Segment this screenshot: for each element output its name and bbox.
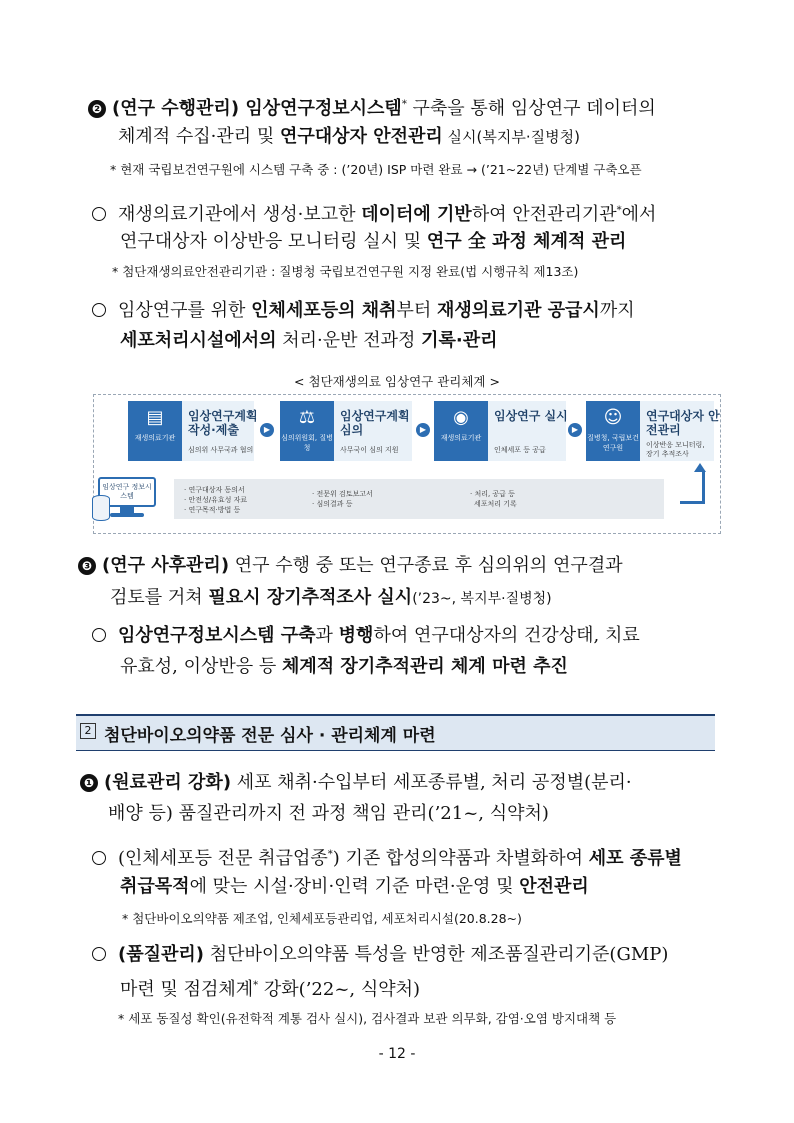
sub1-line1d: 에서 [621, 204, 657, 225]
band-col-2: · 전문위 검토보고서 · 심의결과 등 [312, 490, 373, 508]
item3-line2b: 필요시 장기추적조사 실시 [208, 587, 413, 608]
system-label: 임상연구 정보시스템 [98, 477, 156, 507]
database-monitor-icon [98, 477, 160, 525]
item3-marker: ❸ [78, 557, 96, 575]
sub5-line2b: 강화(’22~, 식약처) [258, 979, 421, 1000]
sub5-line1a: (품질관리) [118, 944, 205, 965]
committee-icon: ⚖ 심의위원회, 질병청 [280, 401, 334, 461]
sub5-line1b: 첨단바이오의약품 특성을 반영한 제조품질관리기준(GMP) [204, 944, 669, 965]
document-icon: ▤ 재생의료기관 [128, 401, 182, 461]
sub5-line2 [120, 973, 420, 1003]
band-col-3: · 처리, 공급 등 세포처리 기록 [470, 490, 517, 508]
sub1-line1c: 하여 안전관리기관 [471, 204, 617, 225]
sub2-line2b: 처리·운반 전과정 [276, 330, 422, 351]
section-header [76, 714, 715, 751]
circle-bullet-4 [92, 851, 106, 865]
item4-line1a: (원료관리 강화) [104, 772, 232, 793]
sub3-line1d: 하여 연구대상자의 건강상태, 치료 [373, 625, 640, 646]
sub2-line1c: 부터 [396, 300, 438, 321]
sub2-line1b: 인체세포등의 채취 [251, 300, 397, 321]
diagram-caption: < 첨단재생의료 임상연구 관리체계 > [294, 374, 500, 389]
item2-line2 [118, 124, 580, 150]
card-1-title: 임상연구계획 작성·제출 [188, 409, 258, 437]
sub1-line2 [120, 229, 626, 255]
item4-line2: 배양 등) 품질관리까지 전 과정 책임 관리(’21~, 식약처) [108, 803, 549, 824]
section-number: 2 [80, 723, 96, 739]
sub1-line1b: 데이터에 기반 [361, 204, 472, 225]
page-number: - 12 - [378, 1046, 416, 1062]
sub4-line1c: 세포 종류별 [588, 848, 682, 869]
item2-marker: ❷ [88, 100, 106, 118]
card-2-sub: 사무국이 심의 지원 [340, 446, 399, 454]
sub2-line1 [92, 298, 635, 324]
sub1-line2a: 연구대상자 이상반응 모니터링 실시 및 [120, 231, 427, 252]
item2-line2b: 연구대상자 안전관리 [280, 126, 443, 147]
circle-bullet-3 [92, 628, 106, 642]
diagram-card-1 [128, 401, 258, 461]
sub4-line2a: 취급목적 [120, 876, 190, 897]
card-2-title: 임상연구계획 심의 [340, 409, 410, 437]
item3-line1 [78, 553, 623, 579]
sub5-line2a: 마련 및 점검체계 [120, 979, 254, 1000]
sub3-line2a: 유효성, 이상반응 등 [120, 656, 282, 677]
sub4-line2 [120, 874, 589, 900]
card-4-sub: 이상반응 모니터링, 장기 추적조사 [646, 441, 705, 458]
sub1-line2b: 연구 全 과정 체계적 관리 [426, 231, 627, 252]
section-title: 첨단바이오의약품 전문 심사 · 관리체계 마련 [104, 726, 436, 746]
sub2-line2 [120, 328, 498, 354]
card-4-title: 연구대상자 안전관리 [646, 409, 720, 437]
item2-line2a: 체계적 수집·관리 및 [118, 126, 280, 147]
sub1-sup: * [616, 205, 622, 216]
people-icon: ☺ 질병청, 국립보건연구원 [586, 401, 640, 461]
circle-bullet-2 [92, 303, 106, 317]
diagram-card-4 [586, 401, 720, 461]
next-arrow-icon: ▶ [568, 423, 582, 437]
item3-line2c: (’23~, 복지부·질병청) [412, 591, 552, 607]
item3-line2 [110, 585, 552, 612]
sub3-line1 [92, 623, 640, 649]
band-col-1: · 연구대상자 동의서 · 안전성/유효성 자료 · 연구목적·방법 등 [184, 486, 248, 514]
sub1-line1a: 재생의료기관에서 생성·보고한 [118, 204, 362, 225]
sub4-sup: * [327, 849, 333, 860]
sub4-line1 [92, 842, 682, 872]
diagram-card-2 [280, 401, 412, 461]
note3: * 첨단바이오의약품 제조업, 인체세포등관리업, 세포처리시설(20.8.28~) [122, 911, 522, 926]
sub2-line2c: 기록·관리 [421, 330, 498, 351]
card-1-sub: 심의위 사무국과 협의 [188, 446, 254, 454]
item4-line1b: 세포 채취·수입부터 세포종류별, 처리 공정별(분리· [231, 772, 632, 793]
up-arrow-icon [694, 463, 706, 472]
card-3-sub: 인체세포 등 공급 [494, 446, 546, 454]
sub5-sup: * [253, 980, 259, 991]
diagram-card-3 [434, 401, 566, 461]
card-3-title: 임상연구 실시 [494, 409, 568, 423]
circle-bullet-5 [92, 947, 106, 961]
item2-line1 [88, 92, 656, 122]
item2-sup: * [401, 99, 407, 110]
return-arrow-line [680, 471, 705, 504]
item2-lead: (연구 수행관리) 임상연구정보시스템 [112, 98, 402, 119]
note4: * 세포 동질성 확인(유전학적 계통 검사 실시), 검사결과 보관 의무화, 감염·오염 방지대책 등 [118, 1011, 617, 1026]
sub3-line1b: 과 [315, 625, 339, 646]
sub2-line1e: 까지 [599, 300, 635, 321]
item3-line1a: (연구 사후관리) [102, 555, 230, 576]
sub2-line2a: 세포처리시설에서의 [120, 330, 277, 351]
record-band [174, 479, 664, 519]
sub4-line2c: 안전관리 [519, 876, 589, 897]
circle-bullet-1 [92, 207, 106, 221]
item4-line1 [80, 770, 632, 796]
petri-dish-icon: ◉ 재생의료기관 [434, 401, 488, 461]
note2: * 첨단재생의료안전관리기관 : 질병청 국립보건연구원 지정 완료(법 시행규칙 제13조) [112, 264, 579, 279]
sub3-line2b: 체계적 장기추적관리 체계 마련 추진 [282, 656, 568, 677]
next-arrow-icon: ▶ [260, 423, 274, 437]
sub3-line2 [120, 654, 568, 680]
sub4-line1a: (인체세포등 전문 취급업종 [118, 848, 328, 869]
item2-line2c: 실시(복지부·질병청) [442, 128, 580, 146]
sub3-line1a: 임상연구정보시스템 구축 [118, 625, 316, 646]
next-arrow-icon: ▶ [416, 423, 430, 437]
sub2-line1a: 임상연구를 위한 [118, 300, 252, 321]
item2-mid: 구축을 통해 임상연구 데이터의 [406, 98, 656, 119]
sub5-line1 [92, 942, 668, 968]
sub4-line1b: ) 기존 합성의약품과 차별화하여 [332, 848, 589, 869]
management-diagram [93, 394, 721, 534]
item3-line2a: 검토를 거쳐 [110, 587, 209, 608]
sub3-line1c: 병행 [338, 625, 374, 646]
sub2-line1d: 재생의료기관 공급시 [437, 300, 600, 321]
note1: * 현재 국립보건연구원에 시스템 구축 중 : (’20년) ISP 마련 완료 → (’21~22년) 단계별 구축오픈 [110, 162, 642, 177]
sub4-line2b: 에 맞는 시설·장비·인력 기준 마련·운영 및 [189, 876, 520, 897]
item4-marker: ❶ [80, 774, 98, 792]
item3-line1b: 연구 수행 중 또는 연구종료 후 심의위의 연구결과 [229, 555, 623, 576]
sub1-line1 [92, 198, 656, 228]
